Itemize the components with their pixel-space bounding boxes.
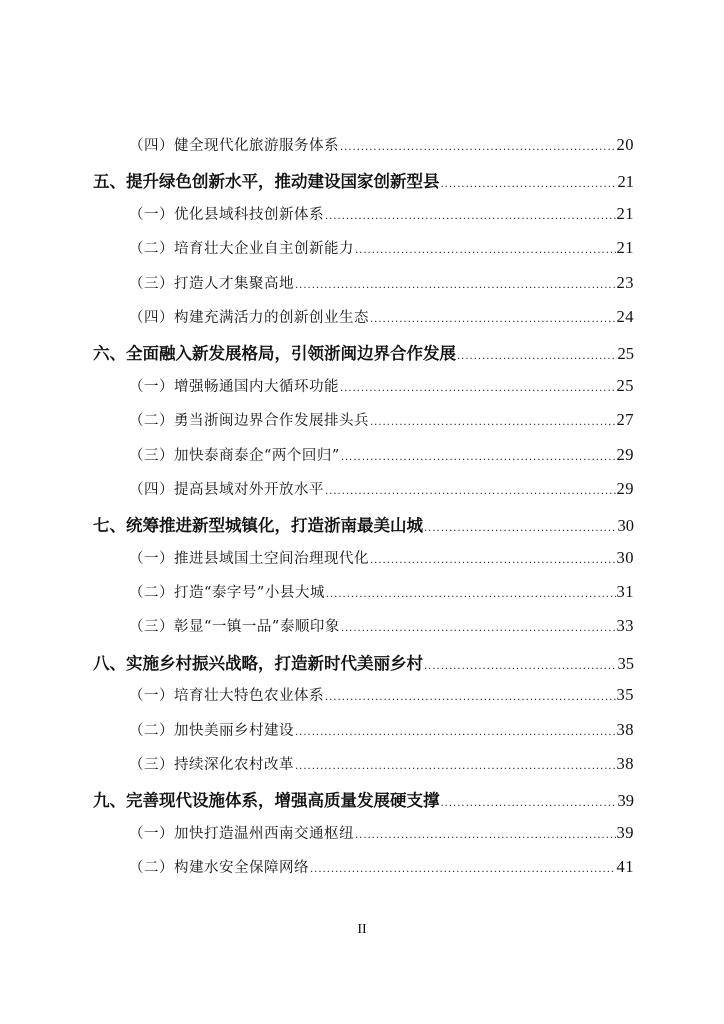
toc-entry-label: 九、完善现代设施体系，增强高质量发展硬支撑 <box>93 791 440 811</box>
toc-entry-label: （四）健全现代化旅游服务体系 <box>129 138 339 154</box>
toc-page-number: 21 <box>616 238 634 258</box>
toc-page-number: 20 <box>616 135 634 154</box>
toc-dot-leader <box>424 523 617 534</box>
toc-entry-label: （三）加快泰商泰企“两个回归” <box>129 447 340 464</box>
toc-entry-label: （二）打造“泰字号”小县大城 <box>129 585 325 602</box>
toc-entry-label: 七、统筹推进新型城镇化，打造浙南最美山城 <box>93 516 423 536</box>
toc-page-number: 21 <box>616 203 634 223</box>
toc-dot-leader <box>355 245 616 256</box>
toc-entry-label: （二）加快美丽乡村建设 <box>129 722 294 739</box>
toc-dot-leader <box>341 452 616 463</box>
toc-section-entry[interactable] <box>93 168 634 202</box>
toc-page-number: 33 <box>616 616 634 636</box>
toc-subsection-entry[interactable] <box>93 444 634 478</box>
toc-page-number: 27 <box>616 410 634 430</box>
toc-subsection-entry[interactable] <box>93 375 634 409</box>
toc-page-number: 35 <box>617 653 634 673</box>
toc-subsection-entry[interactable] <box>93 306 634 340</box>
toc-page-number: 29 <box>616 478 634 498</box>
toc-dot-leader <box>424 661 617 672</box>
toc-page-number: 38 <box>616 719 634 739</box>
toc-dot-leader <box>326 589 616 600</box>
toc-dot-leader <box>325 486 616 497</box>
toc-dot-leader <box>295 761 616 772</box>
toc-subsection-entry[interactable] <box>93 134 634 168</box>
toc-entry-label: （三）打造人才集聚高地 <box>129 275 294 292</box>
toc-subsection-entry[interactable] <box>93 684 634 718</box>
toc-dot-leader <box>370 417 616 428</box>
toc-entry-label: （一）推进县域国土空间治理现代化 <box>129 550 369 567</box>
toc-subsection-entry[interactable] <box>93 409 634 443</box>
toc-dot-leader <box>441 798 617 809</box>
toc-page-number: 30 <box>617 516 634 536</box>
toc-entry-label: （一）优化县域科技创新体系 <box>129 206 324 223</box>
toc-page-number: 29 <box>616 444 634 464</box>
toc-subsection-entry[interactable] <box>93 237 634 271</box>
toc-section-entry[interactable] <box>93 340 634 374</box>
toc-subsection-entry[interactable] <box>93 822 634 856</box>
page-number: II <box>357 922 367 937</box>
toc-page-number: 38 <box>616 754 634 774</box>
toc-dot-leader <box>340 142 616 153</box>
toc-dot-leader <box>325 211 616 222</box>
toc-subsection-entry[interactable] <box>93 856 634 890</box>
toc-subsection-entry[interactable] <box>93 615 634 649</box>
toc-page-number: 35 <box>616 685 634 705</box>
toc-entry-label: （二）构建水安全保障网络 <box>129 860 309 877</box>
toc-page-number: 25 <box>616 375 634 395</box>
toc-entry-label: 六、全面融入新发展格局，引领浙闽边界合作发展 <box>93 344 456 364</box>
toc-page-number: 41 <box>616 857 634 877</box>
toc-entry-label: （四）构建充满活力的创新创业生态 <box>129 309 369 326</box>
toc-entry-label: （一）培育壮大特色农业体系 <box>129 688 324 705</box>
toc-subsection-entry[interactable] <box>93 547 634 581</box>
toc-entry-label: （一）加快打造温州西南交通枢纽 <box>129 825 354 842</box>
toc-page-number: 39 <box>616 822 634 842</box>
toc-entry-label: （四）提高县域对外开放水平 <box>129 481 324 498</box>
table-of-contents <box>93 134 634 891</box>
toc-page-number: 24 <box>616 306 634 326</box>
toc-dot-leader <box>310 864 616 875</box>
toc-entry-label: 八、实施乡村振兴战略，打造新时代美丽乡村 <box>93 653 423 673</box>
toc-page-number: 21 <box>617 172 634 192</box>
toc-section-entry[interactable] <box>93 787 634 821</box>
toc-dot-leader <box>441 179 617 190</box>
toc-dot-leader <box>370 555 616 566</box>
toc-entry-label: （一）增强畅通国内大循环功能 <box>129 378 339 395</box>
toc-dot-leader <box>457 351 617 362</box>
toc-section-entry[interactable] <box>93 512 634 546</box>
toc-subsection-entry[interactable] <box>93 272 634 306</box>
toc-page-number: 23 <box>616 272 634 292</box>
toc-dot-leader <box>341 623 616 634</box>
toc-dot-leader <box>340 383 616 394</box>
toc-subsection-entry[interactable] <box>93 203 634 237</box>
toc-page-number: 39 <box>617 791 634 811</box>
toc-dot-leader <box>295 727 616 738</box>
toc-dot-leader <box>370 314 616 325</box>
toc-dot-leader <box>325 692 616 703</box>
toc-dot-leader <box>355 830 616 841</box>
toc-entry-label: （二）勇当浙闽边界合作发展排头兵 <box>129 413 369 430</box>
toc-entry-label: （三）持续深化农村改革 <box>129 757 294 774</box>
toc-subsection-entry[interactable] <box>93 719 634 753</box>
toc-subsection-entry[interactable] <box>93 478 634 512</box>
toc-subsection-entry[interactable] <box>93 753 634 787</box>
toc-page-number: 25 <box>617 344 634 364</box>
toc-page-number: 31 <box>616 582 634 602</box>
toc-entry-label: （三）彰显“一镇一品”泰顺印象 <box>129 619 340 636</box>
toc-dot-leader <box>295 280 616 291</box>
toc-subsection-entry[interactable] <box>93 581 634 615</box>
toc-section-entry[interactable] <box>93 650 634 684</box>
toc-page-number: 30 <box>616 547 634 567</box>
toc-entry-label: （二）培育壮大企业自主创新能力 <box>129 241 354 258</box>
toc-entry-label: 五、提升绿色创新水平，推动建设国家创新型县 <box>93 172 440 192</box>
